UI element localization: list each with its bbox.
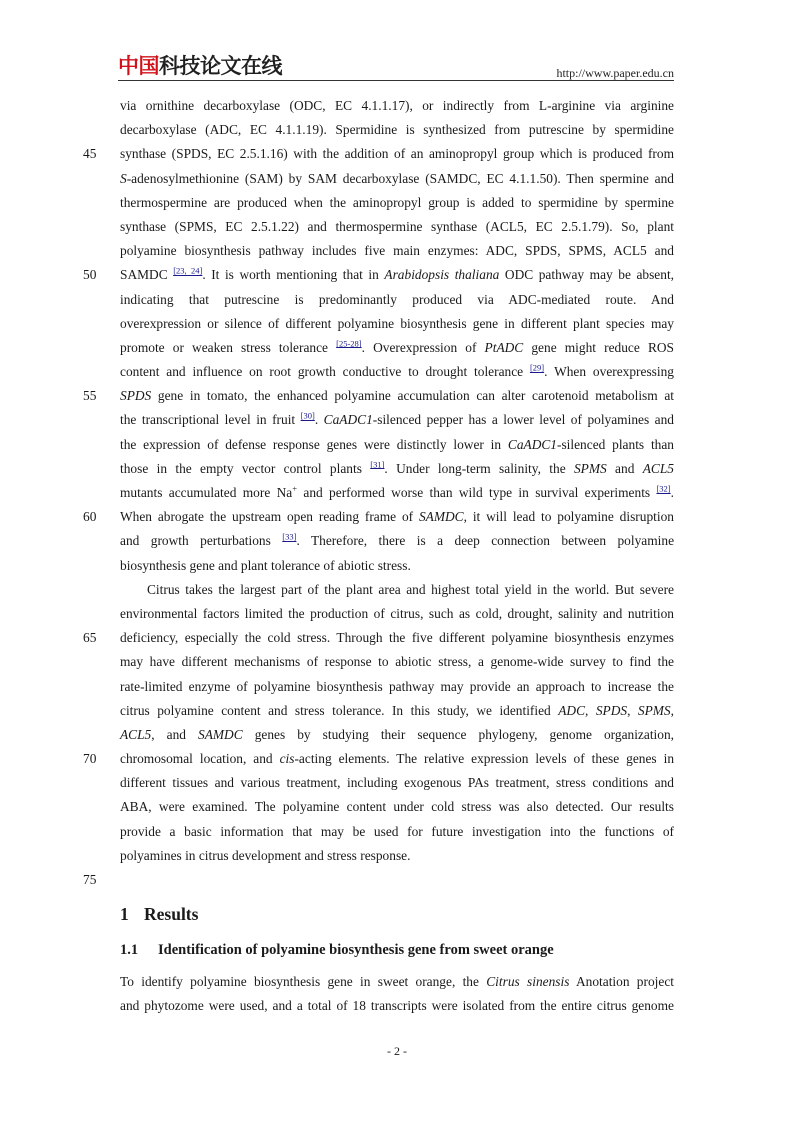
text-run: indicating that putrescine is predominantly produced via ADC-mediated route. And xyxy=(120,291,674,307)
text-run: polyamine biosynthesis pathway includes five main enzymes: ADC, SPDS, SPMS, ACL5 and xyxy=(120,243,674,259)
subsection-number: 1.1 xyxy=(120,942,139,959)
text-line xyxy=(120,360,674,384)
text-run: biosynthesis gene and plant tolerance of abiotic stress. xyxy=(120,557,411,573)
text-run: . Therefore, there is a deep connection between polyamine xyxy=(296,533,675,549)
text-run: decarboxylase (ADC, EC 4.1.1.19). Spermidine is synthesized from putrescine by spermidine xyxy=(120,122,674,138)
text-run: via ornithine decarboxylase (ODC, EC 4.1.1.17), or indirectly from L-arginine via arginine xyxy=(120,98,674,113)
text-run: -silenced plants than xyxy=(557,436,674,452)
text-line xyxy=(120,578,674,602)
text-run: , and xyxy=(151,726,199,742)
line-number: 60 xyxy=(83,509,97,525)
text-run: SAMDC xyxy=(120,267,174,283)
text-line xyxy=(83,626,674,650)
italic-run: ACL5 xyxy=(120,726,152,742)
text-line xyxy=(120,795,674,819)
text-run: environmental factors limited the production of citrus, such as cold, drought, salinity and nutrition xyxy=(120,605,674,621)
text-line xyxy=(120,312,674,336)
text-line xyxy=(120,94,674,118)
italic-run: SPMS xyxy=(573,460,607,476)
text-run: . Under long-term salinity, the xyxy=(384,460,574,476)
text-run: , xyxy=(627,702,638,718)
text-run: promote or weaken stress tolerance xyxy=(120,339,337,355)
text-line xyxy=(120,118,674,142)
text-line xyxy=(120,167,674,191)
text-run: rate-limited enzyme of polyamine biosynthesis pathway may provide an approach to increase the xyxy=(120,678,674,694)
text-run: genes by studying their sequence phylogeny, genome organization, xyxy=(242,726,674,742)
header-rule xyxy=(118,80,674,81)
text-line xyxy=(120,844,674,868)
text-run: content and influence on root growth conductive to drought tolerance xyxy=(120,364,530,380)
text-run: the transcriptional level in fruit xyxy=(120,412,301,428)
text-run: provide a basic information that may be used for future investigation into the functions of xyxy=(120,823,674,839)
text-line xyxy=(120,771,674,795)
italic-run: S xyxy=(120,170,127,186)
text-run: , xyxy=(670,702,674,718)
text-line xyxy=(83,263,675,287)
text-line xyxy=(83,747,675,771)
text-line xyxy=(120,481,674,505)
line-number: 45 xyxy=(83,146,97,162)
text-run: -acting elements. The relative expression levels of these genes in xyxy=(294,751,675,767)
text-line xyxy=(120,820,674,844)
line-number: 65 xyxy=(83,630,97,646)
text-run: gene might reduce ROS xyxy=(523,339,674,355)
citation-link[interactable]: [30] xyxy=(300,410,315,421)
text-line xyxy=(120,408,674,432)
text-run: and xyxy=(606,460,643,476)
text-run: deficiency, especially the cold stress. Through the five different polyamine biosynthesis enzymes xyxy=(120,630,674,646)
blank-line xyxy=(83,868,674,892)
citation-link[interactable]: [33] xyxy=(282,531,297,542)
text-line xyxy=(83,142,674,166)
text-line xyxy=(120,336,674,360)
italic-run: CaADC1 xyxy=(507,436,557,452)
logo-red-text: 中国 xyxy=(118,54,159,78)
text-line xyxy=(120,650,674,674)
text-run: . Overexpression of xyxy=(361,339,485,355)
italic-run: SAMDC xyxy=(198,726,243,742)
line-number: 75 xyxy=(83,872,97,887)
section-title: Results xyxy=(144,904,199,925)
italic-run: cis xyxy=(279,751,295,767)
italic-run: SAMDC xyxy=(418,509,464,525)
italic-run: SPDS xyxy=(595,702,628,718)
text-run: -adenosylmethionine (SAM) by SAM decarboxylase (SAMDC, EC 4.1.1.50). Then spermine and xyxy=(126,170,674,186)
text-run: synthase (SPDS, EC 2.5.1.16) with the addition of an aminopropyl group which is produced from xyxy=(120,146,674,162)
text-run: , it will lead to polyamine disruption xyxy=(463,509,674,525)
text-run: synthase (SPMS, EC 2.5.1.22) and thermospermine synthase (ACL5, EC 2.5.1.79). So, plant xyxy=(120,218,674,234)
text-line xyxy=(120,529,674,553)
text-run: thermospermine are produced when the aminopropyl group is added to spermidine by spermine xyxy=(120,194,674,210)
text-run: Citrus takes the largest part of the plant area and highest total yield in the world. But severe xyxy=(147,581,674,597)
italic-run: PtADC xyxy=(484,339,524,355)
subsection-title: Identification of polyamine biosynthesis gene from sweet orange xyxy=(158,942,554,959)
section-heading xyxy=(120,902,674,928)
text-run: citrus polyamine content and stress tolerance. In this study, we identified xyxy=(120,702,559,718)
text-line xyxy=(120,191,674,215)
citation-link[interactable]: [31] xyxy=(370,459,385,470)
text-line xyxy=(120,288,674,312)
text-line xyxy=(120,970,674,994)
text-line xyxy=(120,699,674,723)
text-run: ODC pathway may be absent, xyxy=(499,267,675,283)
citation-link[interactable]: [25-28] xyxy=(336,338,362,349)
citation-link[interactable]: [32] xyxy=(656,483,671,494)
text-line xyxy=(120,602,674,626)
section-number: 1 xyxy=(120,904,129,925)
text-run: those in the empty vector control plants xyxy=(120,460,371,476)
text-run: and performed worse than wild type in survival experiments xyxy=(297,485,657,500)
text-run: Anotation project xyxy=(569,974,674,990)
text-run: mutants accumulated more Na xyxy=(120,485,293,500)
text-run: and growth perturbations xyxy=(120,533,283,549)
text-line xyxy=(120,433,674,457)
text-run: and phytozome were used, and a total of 18 transcripts were isolated from the entire citrus genome xyxy=(120,998,674,1014)
text-run: . xyxy=(670,485,674,500)
text-line xyxy=(120,723,674,747)
text-line xyxy=(83,505,674,529)
text-run: . xyxy=(314,412,324,428)
text-line xyxy=(120,239,674,263)
italic-run: ACL5 xyxy=(642,460,674,476)
text-line xyxy=(120,994,674,1018)
line-number: 70 xyxy=(83,751,97,767)
header-logo xyxy=(118,56,282,77)
italic-run: SPDS xyxy=(120,388,152,404)
text-run: ABA, were examined. The polyamine content under cold stress was also detected. Our results xyxy=(120,799,674,815)
text-run: To identify polyamine biosynthesis gene in sweet orange, the xyxy=(120,974,487,990)
text-run: chromosomal location, and xyxy=(120,751,280,767)
citation-link[interactable]: [29] xyxy=(529,362,545,373)
italic-run: ADC xyxy=(558,702,586,718)
italic-run: SPMS xyxy=(637,702,671,718)
body-text xyxy=(83,94,675,1019)
page-number: - 2 - xyxy=(387,1044,407,1058)
text-run: , xyxy=(585,702,596,718)
italic-run: CaADC1 xyxy=(323,412,373,428)
text-run: gene in tomato, the enhanced polyamine accumulation can alter carotenoid metabolism at xyxy=(151,388,674,404)
line-number: 50 xyxy=(83,267,97,283)
citation-link[interactable]: [23, 24] xyxy=(173,265,203,276)
subsection-heading xyxy=(120,938,674,964)
logo-dark-text: 科技论文在线 xyxy=(159,54,282,78)
text-run: . When overexpressing xyxy=(544,364,674,380)
text-run: different tissues and various treatment, including exogenous PAs treatment, stress conditions and xyxy=(120,775,674,791)
text-line xyxy=(120,457,674,481)
line-number: 55 xyxy=(83,388,97,404)
text-run: When abrogate the upstream open reading frame of xyxy=(120,509,419,525)
header-url[interactable]: http://www.paper.edu.cn xyxy=(556,66,674,80)
text-run: the expression of defense response genes were distinctly lower in xyxy=(120,436,508,452)
text-run: polyamines in citrus development and stress response. xyxy=(120,847,411,863)
text-line xyxy=(83,384,674,408)
italic-run: Arabidopsis thaliana xyxy=(384,267,500,283)
text-run: . It is worth mentioning that in xyxy=(202,267,385,283)
text-run: overexpression or silence of different polyamine biosynthesis gene in different plant species may xyxy=(120,315,674,331)
text-line xyxy=(120,215,674,239)
text-run: may have different mechanisms of response to abiotic stress, a genome-wide survey to find the xyxy=(120,654,674,670)
text-line xyxy=(120,675,674,699)
superscript: + xyxy=(292,483,298,494)
italic-run: Citrus sinensis xyxy=(486,974,570,990)
text-run: -silenced pepper has a lower level of polyamines and xyxy=(372,412,674,428)
text-line xyxy=(120,554,674,578)
